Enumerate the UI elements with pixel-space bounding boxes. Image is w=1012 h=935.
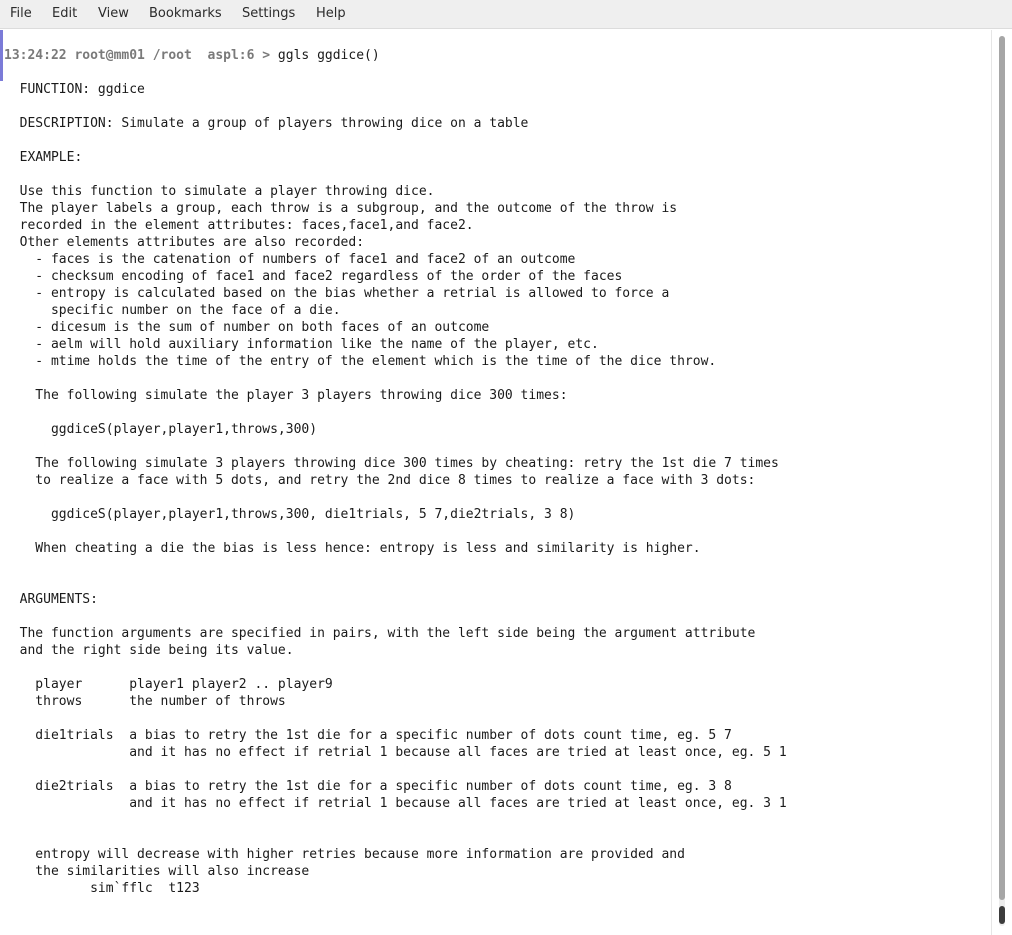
menu-settings[interactable]: Settings <box>242 6 296 21</box>
output-line: ARGUMENTS: <box>4 592 98 607</box>
output-line: - entropy is calculated based on the bias whether a retrial is allowed to force a <box>4 286 670 301</box>
output-line: The following simulate 3 players throwing dice 300 times by cheating: retry the 1st die 7 times <box>4 456 779 471</box>
scrollbar-thumb[interactable] <box>999 36 1005 900</box>
output-line: player player1 player2 .. player9 <box>4 677 333 692</box>
output-line: and the right side being its value. <box>4 643 294 658</box>
output-line: Use this function to simulate a player throwing dice. <box>4 184 435 199</box>
scrollbar-position-indicator[interactable] <box>999 906 1005 924</box>
output-line: - mtime holds the time of the entry of the element which is the time of the dice throw. <box>4 354 717 369</box>
output-line: specific number on the face of a die. <box>4 303 341 318</box>
menu-help[interactable]: Help <box>316 6 346 21</box>
output-line: - checksum encoding of face1 and face2 regardless of the order of the faces <box>4 269 623 284</box>
output-line: EXAMPLE: <box>4 150 83 165</box>
output-line: and it has no effect if retrial 1 because all faces are tried at least once, eg. 3 1 <box>4 796 787 811</box>
output-line: die1trials a bias to retry the 1st die for a specific number of dots count time, eg. 5 7 <box>4 728 732 743</box>
output-line: to realize a face with 5 dots, and retry the 2nd dice 8 times to realize a face with 3 dots: <box>4 473 756 488</box>
output-line: recorded in the element attributes: faces,face1,and face2. <box>4 218 474 233</box>
output-line: The following simulate the player 3 players throwing dice 300 times: <box>4 388 568 403</box>
output-line: ggdiceS(player,player1,throws,300, die1trials, 5 7,die2trials, 3 8) <box>4 507 576 522</box>
output-line: ggdiceS(player,player1,throws,300) <box>4 422 318 437</box>
output-line: - faces is the catenation of numbers of face1 and face2 of an outcome <box>4 252 576 267</box>
shell-command: ggls ggdice() <box>270 48 380 63</box>
output-line: the similarities will also increase <box>4 864 310 879</box>
output-line: - dicesum is the sum of number on both faces of an outcome <box>4 320 490 335</box>
menu-bookmarks[interactable]: Bookmarks <box>149 6 222 21</box>
menu-edit[interactable]: Edit <box>52 6 78 21</box>
output-line: throws the number of throws <box>4 694 286 709</box>
output-line: die2trials a bias to retry the 1st die for a specific number of dots count time, eg. 3 8 <box>4 779 732 794</box>
output-line: - aelm will hold auxiliary information like the name of the player, etc. <box>4 337 599 352</box>
output-line: Other elements attributes are also recorded: <box>4 235 365 250</box>
output-line: and it has no effect if retrial 1 because all faces are tried at least once, eg. 5 1 <box>4 745 787 760</box>
output-line: DESCRIPTION: Simulate a group of players throwing dice on a table <box>4 116 529 131</box>
output-line: sim`fflc t123 <box>4 881 200 896</box>
output-line: FUNCTION: ggdice <box>4 82 145 97</box>
output-line: The player labels a group, each throw is a subgroup, and the outcome of the throw is <box>4 201 678 216</box>
output-line: entropy will decrease with higher retries because more information are provided and <box>4 847 685 862</box>
terminal-output[interactable] <box>0 30 991 935</box>
prompt-line <box>4 47 380 64</box>
menu-view[interactable]: View <box>98 6 129 21</box>
output-line: When cheating a die the bias is less hence: entropy is less and similarity is higher. <box>4 541 701 556</box>
menu-file[interactable]: File <box>10 6 32 21</box>
output-line: The function arguments are specified in pairs, with the left side being the argument attribute <box>4 626 756 641</box>
vertical-scrollbar[interactable] <box>991 30 1012 935</box>
prompt-marker <box>0 30 3 81</box>
menu-bar <box>0 0 1012 29</box>
shell-prompt: 13:24:22 root@mm01 /root aspl:6 > <box>4 48 271 63</box>
